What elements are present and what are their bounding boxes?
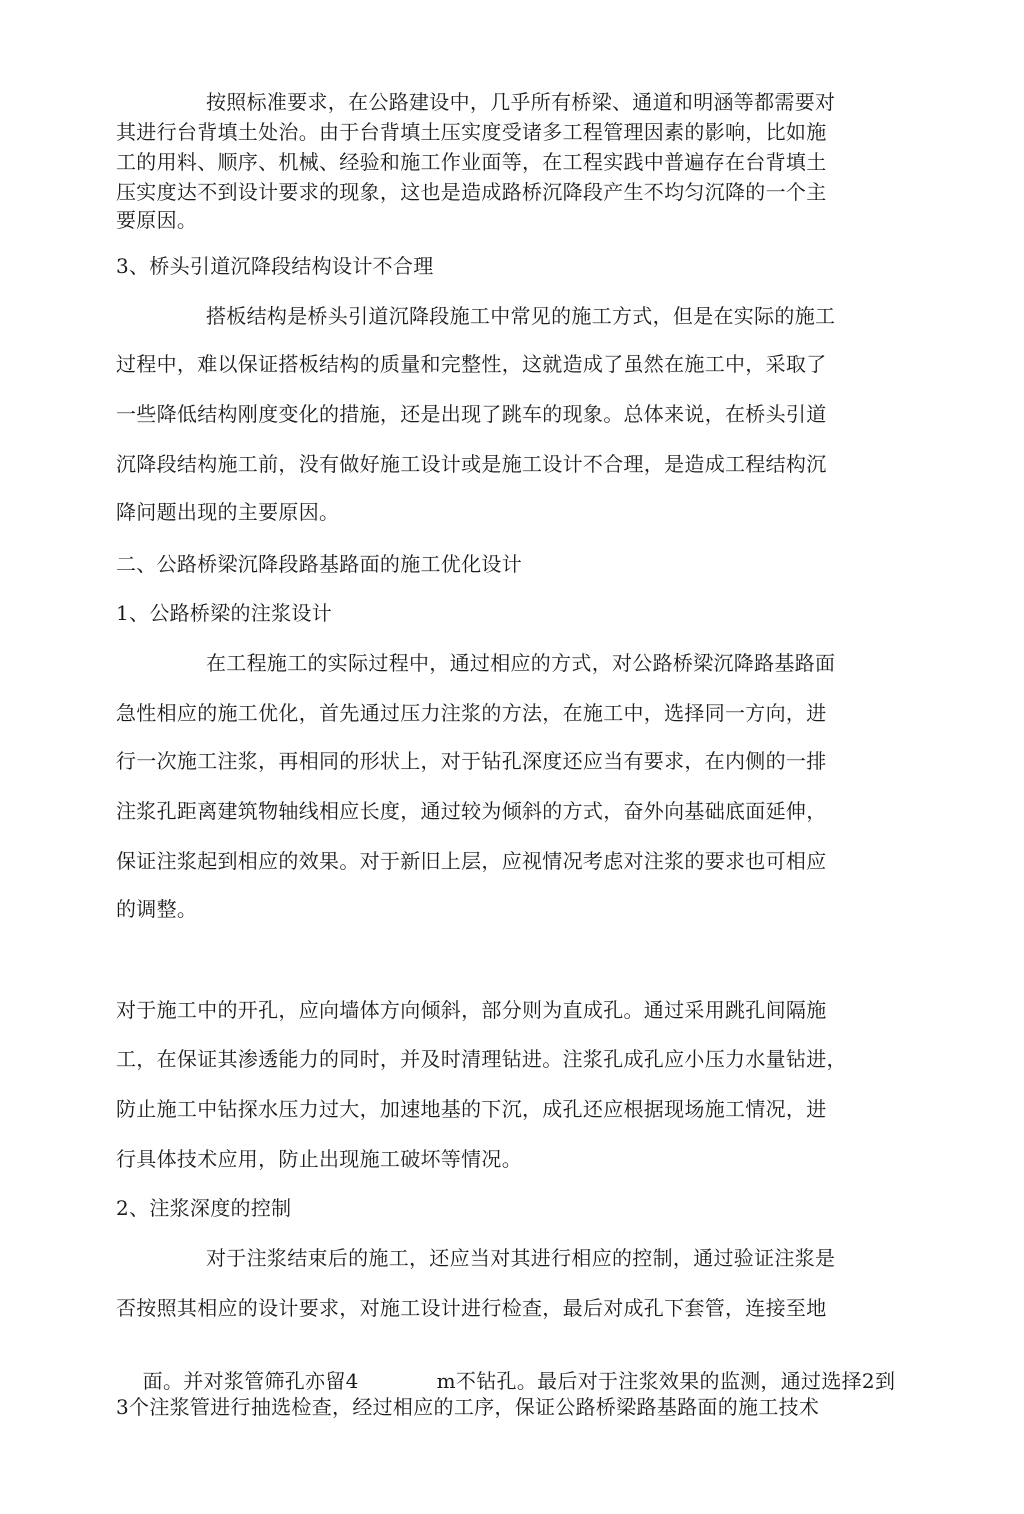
paragraph-line: 降问题出现的主要原因。 (116, 500, 340, 524)
paragraph-line: 3个注浆管进行抽选检查，经过相应的工序，保证公路桥梁路基路面的施工技术 (116, 1395, 820, 1419)
paragraph-line: 过程中，难以保证搭板结构的质量和完整性，这就造成了虽然在施工中，采取了 (116, 352, 827, 376)
paragraph-line: 工，在保证其渗透能力的同时，并及时清理钻进。注浆孔成孔应小压力水量钻进， (116, 1047, 847, 1071)
paragraph-line: 对于注浆结束后的施工，还应当对其进行相应的控制，通过验证注浆是 (206, 1246, 836, 1270)
paragraph-line: 按照标准要求，在公路建设中，几乎所有桥梁、通道和明涵等都需要对 (206, 90, 836, 114)
paragraph-line: 压实度达不到设计要求的现象，这也是造成路桥沉降段产生不均匀沉降的一个主 (116, 180, 827, 204)
section-heading: 3、桥头引道沉降段结构设计不合理 (116, 254, 434, 278)
paragraph-line: 注浆孔距离建筑物轴线相应长度，通过较为倾斜的方式，奋外向基础底面延伸， (116, 799, 827, 823)
paragraph-line: 工的用料、顺序、机械、经验和施工作业面等，在工程实践中普遍存在台背填土 (116, 150, 827, 174)
paragraph-line: 要原因。 (116, 208, 198, 232)
paragraph-line: 行具体技术应用，防止出现施工破坏等情况。 (116, 1147, 522, 1171)
paragraph-line: 保证注浆起到相应的效果。对于新旧上层，应视情况考虑对注浆的要求也可相应 (116, 849, 827, 873)
paragraph-line: 否按照其相应的设计要求，对施工设计进行检查，最后对成孔下套管，连接至地 (116, 1296, 827, 1320)
section-heading: 1、公路桥梁的注浆设计 (116, 601, 333, 625)
paragraph-line: 的调整。 (116, 897, 198, 921)
chapter-heading: 二、公路桥梁沉降段路基路面的施工优化设计 (116, 552, 522, 576)
paragraph-line: 对于施工中的开孔，应向墙体方向倾斜，部分则为直成孔。通过采用跳孔间隔施 (116, 998, 827, 1022)
paragraph-fragment: m不钻孔。最后对于注浆效果的监测，通过选择2到 (436, 1369, 896, 1393)
paragraph-line: 一些降低结构刚度变化的措施，还是出现了跳车的现象。总体来说，在桥头引道 (116, 402, 827, 426)
paragraph-line: 行一次施工注浆，再相同的形状上，对于钻孔深度还应当有要求，在内侧的一排 (116, 749, 827, 773)
paragraph-line: 搭板结构是桥头引道沉降段施工中常见的施工方式，但是在实际的施工 (206, 304, 836, 328)
paragraph-fragment: 面。并对浆管筛孔亦留4 (142, 1369, 359, 1393)
paragraph-line: 沉降段结构施工前，没有做好施工设计或是施工设计不合理，是造成工程结构沉 (116, 452, 827, 476)
section-heading: 2、注浆深度的控制 (116, 1196, 292, 1220)
paragraph-line: 其进行台背填土处治。由于台背填土压实度受诸多工程管理因素的影响，比如施 (116, 120, 827, 144)
paragraph-line: 急性相应的施工优化，首先通过压力注浆的方法，在施工中，选择同一方向，进 (116, 701, 827, 725)
paragraph-line: 在工程施工的实际过程中，通过相应的方式，对公路桥梁沉降路基路面 (206, 651, 836, 675)
paragraph-line: 防止施工中钻探水压力过大，加速地基的下沉，成孔还应根据现场施工情况，进 (116, 1097, 827, 1121)
